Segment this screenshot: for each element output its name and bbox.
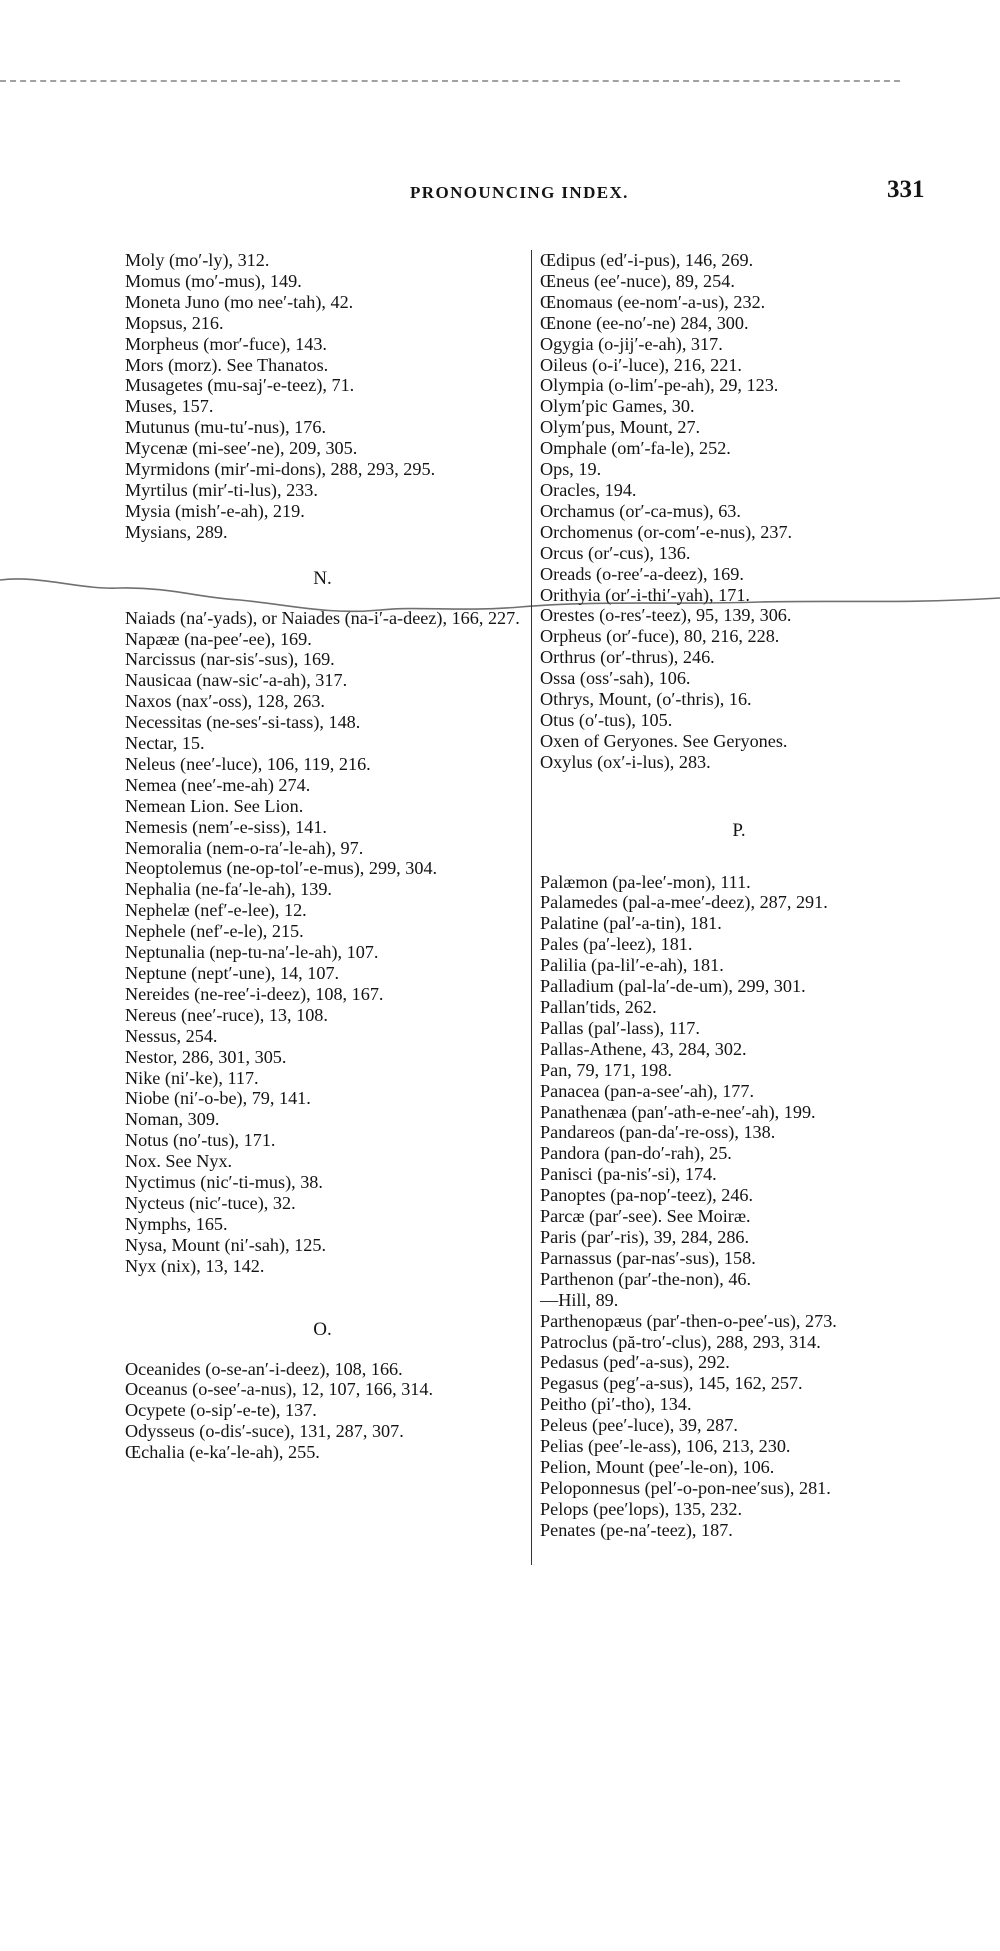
n-index-entry: Naiads (na′-yads), or Naiades (na-i′-a-deez), 166, 227.: [125, 607, 520, 628]
m-index-entry: Moly (mo′-ly), 312.: [125, 250, 270, 270]
o-index-entry: Olym′pus, Mount, 27.: [540, 417, 701, 438]
n-index-entry: Neleus (nee′-luce), 106, 119, 216.: [125, 753, 371, 774]
m-index-entry: Mutunus (mu-tu′-nus), 176.: [125, 417, 327, 438]
o-index-entry: Ocypete (o-sip′-e-te), 137.: [125, 1400, 317, 1421]
o-index-entry: Otus (o′-tus), 105.: [540, 709, 673, 730]
n-index-entry: Nymphs, 165.: [125, 1213, 228, 1234]
n-index-entry: Nemoralia (nem-o-ra′-le-ah), 97.: [125, 837, 364, 858]
m-index-entry: Moneta Juno (mo nee′-tah), 42.: [125, 291, 354, 312]
n-index-entry: Neptunalia (nep-tu-na′-le-ah), 107.: [125, 942, 379, 963]
n-index-entry: Nemea (nee′-me-ah) 274.: [125, 774, 311, 795]
n-index-entry: Nausicaa (naw-sic′-a-ah), 317.: [125, 670, 348, 691]
p-index-entry: —Hill, 89.: [540, 1289, 619, 1310]
p-index-entry: Paris (par′-ris), 39, 284, 286.: [540, 1226, 750, 1247]
o-index-entry: Olym′pic Games, 30.: [540, 396, 695, 417]
o-index-entry: Orcus (or′-cus), 136.: [540, 542, 691, 563]
p-index-entry: Peloponnesus (pel′-o-pon-nee′sus), 281.: [540, 1477, 831, 1498]
p-index-entry: Penates (pe-na′-teez), 187.: [540, 1519, 733, 1540]
entry-list-p: [540, 872, 938, 1541]
o-index-entry: Orthrus (or′-thrus), 246.: [540, 647, 715, 668]
o-index-entry: Œneus (ee′-nuce), 89, 254.: [540, 270, 735, 291]
n-index-entry: Neptune (nept′-une), 14, 107.: [125, 963, 340, 983]
p-index-entry: Pelias (pee′-le-ass), 106, 213, 230.: [540, 1436, 791, 1457]
n-index-entry: Nereides (ne-ree′-i-deez), 108, 167.: [125, 983, 384, 1004]
n-index-entry: Nephalia (ne-fa′-le-ah), 139.: [125, 879, 332, 900]
m-index-entry: Mysia (mish′-e-ah), 219.: [125, 500, 305, 521]
n-index-entry: Neoptolemus (ne-op-tol′-e-mus), 299, 304.: [125, 858, 438, 879]
scan-artifact-line: [0, 80, 900, 82]
entry-list-o-continued: [540, 250, 938, 773]
n-index-entry: Nereus (nee′-ruce), 13, 108.: [125, 1004, 328, 1025]
o-index-entry: Ossa (oss′-sah), 106.: [540, 668, 691, 689]
p-index-entry: Pelion, Mount (pee′-le-on), 106.: [540, 1456, 775, 1477]
page-number: 331: [887, 176, 925, 203]
section-heading-n: N.: [313, 567, 332, 589]
o-index-entry: Œchalia (e-ka′-le-ah), 255.: [125, 1442, 320, 1463]
o-index-entry: Ogygia (o-jij′-e-ah), 317.: [540, 333, 723, 354]
p-index-entry: Peleus (pee′-luce), 39, 287.: [540, 1415, 738, 1436]
n-index-entry: Nike (ni′-ke), 117.: [125, 1067, 259, 1088]
n-index-entry: Nephelæ (nef′-e-lee), 12.: [125, 900, 307, 921]
o-index-entry: Orchomenus (or-com′-e-nus), 237.: [540, 521, 793, 542]
section-heading-o: O.: [313, 1318, 332, 1340]
column-divider: [531, 250, 532, 1565]
n-index-entry: Narcissus (nar-sis′-sus), 169.: [125, 649, 335, 670]
n-index-entry: Nysa, Mount (ni′-sah), 125.: [125, 1234, 326, 1255]
p-index-entry: Pegasus (peg′-a-sus), 145, 162, 257.: [540, 1373, 803, 1394]
n-index-entry: Naxos (nax′-oss), 128, 263.: [125, 691, 325, 712]
m-index-entry: Mysians, 289.: [125, 521, 228, 542]
o-index-entry: Oracles, 194.: [540, 479, 637, 500]
index-column-right: [540, 250, 938, 1541]
p-index-entry: Pallan′tids, 262.: [540, 997, 657, 1017]
o-index-entry: Orithyia (or′-i-thi′-yah), 171.: [540, 584, 750, 605]
p-index-entry: Pandora (pan-do′-rah), 25.: [540, 1143, 732, 1164]
o-index-entry: Oceanus (o-see′-a-nus), 12, 107, 166, 314.: [125, 1379, 434, 1400]
o-index-entry: Oileus (o-i′-luce), 216, 221.: [540, 354, 742, 375]
m-index-entry: Momus (mo′-mus), 149.: [125, 270, 302, 291]
entry-list-o: [125, 1359, 520, 1464]
p-index-entry: Parcæ (par′-see). See Moiræ.: [540, 1206, 751, 1227]
m-index-entry: Muses, 157.: [125, 396, 214, 417]
p-index-entry: Parthenon (par′-the-non), 46.: [540, 1268, 752, 1289]
o-index-entry: Oreads (o-ree′-a-deez), 169.: [540, 563, 744, 584]
n-index-entry: Nox. See Nyx.: [125, 1151, 233, 1172]
o-index-entry: Odysseus (o-dis′-suce), 131, 287, 307.: [125, 1421, 404, 1442]
index-column-left: [125, 250, 520, 1463]
n-index-entry: Nemean Lion. See Lion.: [125, 795, 304, 816]
n-index-entry: Nyctimus (nic′-ti-mus), 38.: [125, 1172, 323, 1193]
p-index-entry: Palatine (pal′-a-tin), 181.: [540, 913, 722, 934]
n-index-entry: Nephele (nef′-e-le), 215.: [125, 921, 304, 942]
p-index-entry: Pedasus (ped′-a-sus), 292.: [540, 1352, 730, 1373]
o-index-entry: Orestes (o-res′-teez), 95, 139, 306.: [540, 605, 792, 626]
o-index-entry: Omphale (om′-fa-le), 252.: [540, 438, 731, 459]
n-index-entry: Napææ (na-pee′-ee), 169.: [125, 628, 312, 649]
m-index-entry: Mors (morz). See Thanatos.: [125, 354, 329, 375]
p-index-entry: Pallas-Athene, 43, 284, 302.: [540, 1038, 747, 1059]
m-index-entry: Morpheus (mor′-fuce), 143.: [125, 333, 327, 354]
o-index-entry: Oxen of Geryones. See Geryones.: [540, 730, 788, 751]
p-index-entry: Pelops (pee′lops), 135, 232.: [540, 1498, 742, 1519]
running-header: PRONOUNCING INDEX.: [410, 183, 629, 202]
p-index-entry: Palilia (pa-lil′-e-ah), 181.: [540, 955, 724, 976]
m-index-entry: Musagetes (mu-saj′-e-teez), 71.: [125, 375, 355, 396]
m-index-entry: Myrmidons (mir′-mi-dons), 288, 293, 295.: [125, 459, 436, 480]
p-index-entry: Panoptes (pa-nop′-teez), 246.: [540, 1185, 754, 1206]
p-index-entry: Patroclus (pă-tro′-clus), 288, 293, 314.: [540, 1331, 821, 1352]
p-index-entry: Peitho (pi′-tho), 134.: [540, 1394, 692, 1415]
p-index-entry: Pandareos (pan-da′-re-oss), 138.: [540, 1122, 776, 1143]
o-index-entry: Oceanides (o-se-an′-i-deez), 108, 166.: [125, 1358, 403, 1379]
o-index-entry: Orpheus (or′-fuce), 80, 216, 228.: [540, 626, 780, 647]
n-index-entry: Nemesis (nem′-e-siss), 141.: [125, 816, 327, 837]
n-index-entry: Necessitas (ne-ses′-si-tass), 148.: [125, 712, 361, 733]
o-index-entry: Ops, 19.: [540, 459, 602, 480]
o-index-entry: Oxylus (ox′-i-lus), 283.: [540, 751, 711, 772]
n-index-entry: Nectar, 15.: [125, 733, 205, 754]
p-index-entry: Panisci (pa-nis′-si), 174.: [540, 1164, 717, 1185]
p-index-entry: Pallas (pal′-lass), 117.: [540, 1017, 700, 1038]
p-index-entry: Pan, 79, 171, 198.: [540, 1059, 672, 1080]
entry-list-n: [125, 608, 520, 1277]
p-index-entry: Pales (pa′-leez), 181.: [540, 934, 693, 955]
n-index-entry: Nycteus (nic′-tuce), 32.: [125, 1192, 296, 1213]
p-index-entry: Palamedes (pal-a-mee′-deez), 287, 291.: [540, 892, 828, 913]
p-index-entry: Panathenæa (pan′-ath-e-nee′-ah), 199.: [540, 1101, 816, 1122]
p-index-entry: Panacea (pan-a-see′-ah), 177.: [540, 1080, 755, 1101]
o-index-entry: Œnone (ee-no′-ne) 284, 300.: [540, 312, 749, 333]
p-index-entry: Parnassus (par-nas′-sus), 158.: [540, 1247, 756, 1268]
o-index-entry: Othrys, Mount, (o′-thris), 16.: [540, 689, 752, 710]
o-index-entry: Œdipus (ed′-i-pus), 146, 269.: [540, 250, 754, 270]
n-index-entry: Nestor, 286, 301, 305.: [125, 1046, 287, 1067]
o-index-entry: Œnomaus (ee-nom′-a-us), 232.: [540, 291, 766, 312]
m-index-entry: Myrtilus (mir′-ti-lus), 233.: [125, 479, 318, 500]
n-index-entry: Nyx (nix), 13, 142.: [125, 1255, 265, 1276]
n-index-entry: Notus (no′-tus), 171.: [125, 1130, 276, 1151]
n-index-entry: Niobe (ni′-o-be), 79, 141.: [125, 1088, 311, 1109]
entry-list-m: [125, 250, 520, 543]
p-index-entry: Palladium (pal-la′-de-um), 299, 301.: [540, 976, 806, 997]
n-index-entry: Noman, 309.: [125, 1109, 220, 1130]
p-index-entry: Palæmon (pa-lee′-mon), 111.: [540, 871, 751, 892]
n-index-entry: Nessus, 254.: [125, 1025, 218, 1046]
o-index-entry: Olympia (o-lim′-pe-ah), 29, 123.: [540, 375, 779, 396]
p-index-entry: Parthenopæus (par′-then-o-pee′-us), 273.: [540, 1310, 837, 1331]
o-index-entry: Orchamus (or′-ca-mus), 63.: [540, 500, 741, 521]
m-index-entry: Mopsus, 216.: [125, 312, 224, 333]
section-heading-p: P.: [732, 819, 746, 841]
m-index-entry: Mycenæ (mi-see′-ne), 209, 305.: [125, 438, 358, 459]
